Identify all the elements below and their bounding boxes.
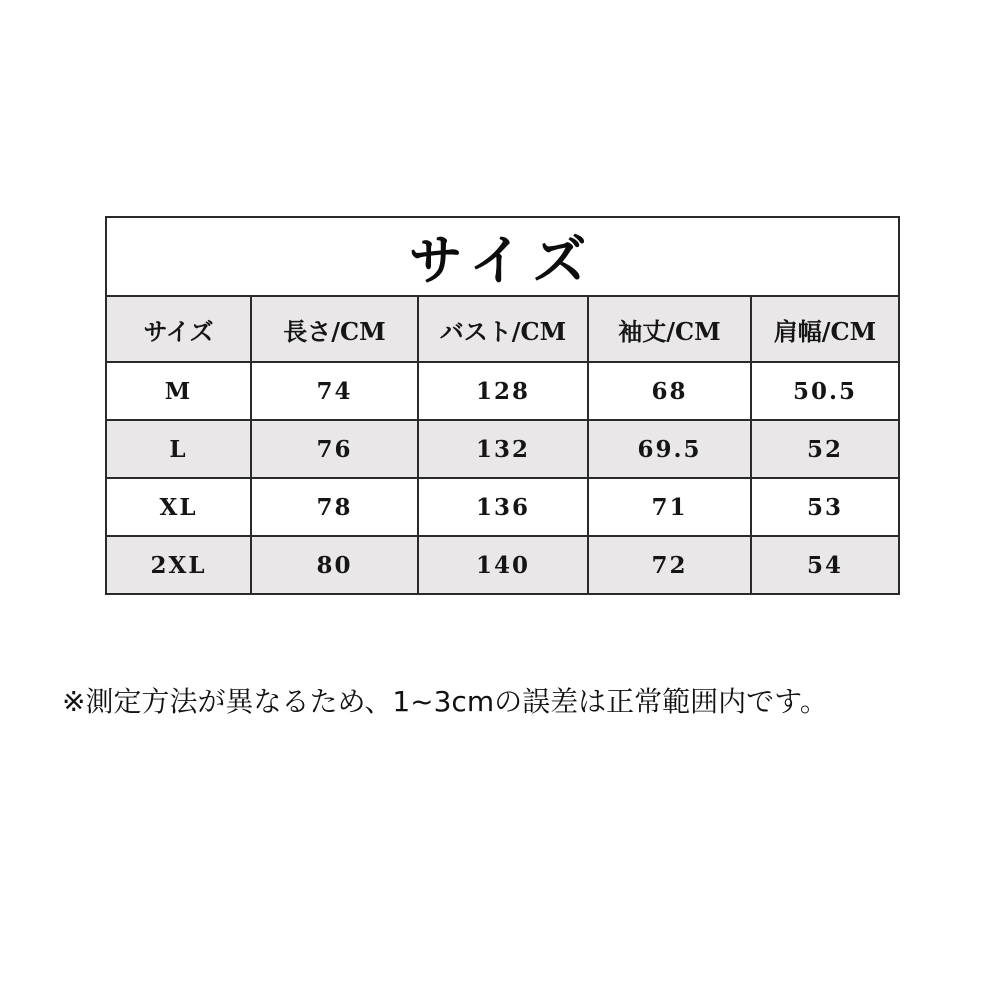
column-header-size: サイズ [106, 296, 251, 362]
cell-size: XL [106, 478, 251, 536]
cell-bust: 132 [418, 420, 588, 478]
title-row [106, 217, 899, 296]
column-header-shoulder: 肩幅/CM [751, 296, 899, 362]
cell-size: 2XL [106, 536, 251, 594]
measurement-note: ※測定方法が異なるため、1~3cmの誤差は正常範囲内です。 [62, 685, 828, 718]
column-header-bust: バスト/CM [418, 296, 588, 362]
size-chart-table [105, 216, 900, 595]
cell-bust: 128 [418, 362, 588, 420]
table-row [106, 420, 899, 478]
table-row [106, 478, 899, 536]
cell-size: M [106, 362, 251, 420]
cell-shoulder: 52 [751, 420, 899, 478]
column-header-length: 長さ/CM [251, 296, 418, 362]
cell-length: 76 [251, 420, 418, 478]
cell-sleeve: 71 [588, 478, 751, 536]
cell-length: 74 [251, 362, 418, 420]
column-header-sleeve: 袖丈/CM [588, 296, 751, 362]
table-row [106, 536, 899, 594]
table-row [106, 362, 899, 420]
cell-bust: 136 [418, 478, 588, 536]
cell-shoulder: 54 [751, 536, 899, 594]
cell-length: 80 [251, 536, 418, 594]
cell-size: L [106, 420, 251, 478]
table-title: サイズ [106, 217, 899, 296]
cell-sleeve: 69.5 [588, 420, 751, 478]
cell-sleeve: 72 [588, 536, 751, 594]
cell-shoulder: 50.5 [751, 362, 899, 420]
header-row [106, 296, 899, 362]
cell-length: 78 [251, 478, 418, 536]
cell-sleeve: 68 [588, 362, 751, 420]
cell-bust: 140 [418, 536, 588, 594]
cell-shoulder: 53 [751, 478, 899, 536]
